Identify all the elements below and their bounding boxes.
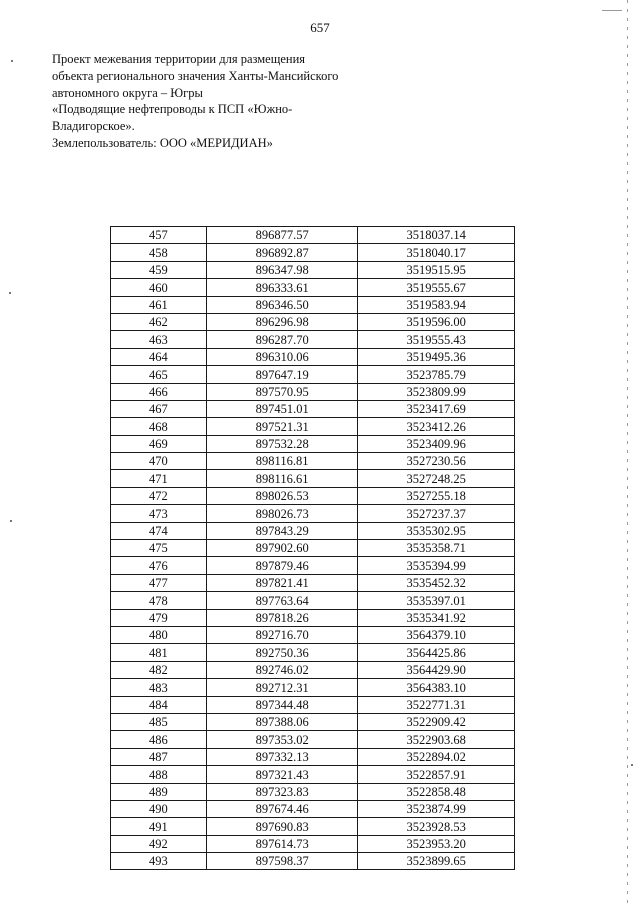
x-coordinate-cell: 897353.02 <box>206 731 358 748</box>
table-row <box>111 383 515 400</box>
y-coordinate-cell: 3564379.10 <box>358 626 515 643</box>
table-row <box>111 279 515 296</box>
point-number-cell: 486 <box>111 731 207 748</box>
x-coordinate-cell: 898026.73 <box>206 505 358 522</box>
x-coordinate-cell: 896877.57 <box>206 227 358 244</box>
y-coordinate-cell: 3523417.69 <box>358 400 515 417</box>
point-number-cell: 466 <box>111 383 207 400</box>
point-number-cell: 493 <box>111 853 207 870</box>
y-coordinate-cell: 3522909.42 <box>358 713 515 730</box>
x-coordinate-cell: 897879.46 <box>206 557 358 574</box>
y-coordinate-cell: 3519596.00 <box>358 313 515 330</box>
y-coordinate-cell: 3522903.68 <box>358 731 515 748</box>
table-row <box>111 748 515 765</box>
table-row <box>111 261 515 278</box>
scan-speck <box>11 60 13 62</box>
y-coordinate-cell: 3522858.48 <box>358 783 515 800</box>
table-row <box>111 644 515 661</box>
x-coordinate-cell: 897451.01 <box>206 400 358 417</box>
y-coordinate-cell: 3535358.71 <box>358 540 515 557</box>
x-coordinate-cell: 897344.48 <box>206 696 358 713</box>
table-row <box>111 470 515 487</box>
x-coordinate-cell: 896310.06 <box>206 348 358 365</box>
y-coordinate-cell: 3519495.36 <box>358 348 515 365</box>
scan-edge-line <box>627 0 628 905</box>
table-row <box>111 609 515 626</box>
x-coordinate-cell: 897843.29 <box>206 522 358 539</box>
point-number-cell: 469 <box>111 435 207 452</box>
header-line-pipeline-end: Владигорское». <box>52 119 135 134</box>
point-number-cell: 490 <box>111 800 207 817</box>
table-row <box>111 505 515 522</box>
point-number-cell: 470 <box>111 453 207 470</box>
table-row <box>111 818 515 835</box>
y-coordinate-cell: 3519555.43 <box>358 331 515 348</box>
point-number-cell: 467 <box>111 400 207 417</box>
point-number-cell: 485 <box>111 713 207 730</box>
table-row <box>111 592 515 609</box>
y-coordinate-cell: 3523785.79 <box>358 366 515 383</box>
point-number-cell: 476 <box>111 557 207 574</box>
point-number-cell: 492 <box>111 835 207 852</box>
x-coordinate-cell: 897821.41 <box>206 574 358 591</box>
page-number: 657 <box>310 20 330 35</box>
y-coordinate-cell: 3522771.31 <box>358 696 515 713</box>
point-number-cell: 463 <box>111 331 207 348</box>
scan-speck <box>10 520 12 522</box>
point-number-cell: 468 <box>111 418 207 435</box>
header-line-pipeline: «Подводящие нефтепроводы к ПСП «Южно- <box>52 102 293 117</box>
x-coordinate-cell: 896346.50 <box>206 296 358 313</box>
table-row <box>111 331 515 348</box>
point-number-cell: 475 <box>111 540 207 557</box>
table-row <box>111 731 515 748</box>
x-coordinate-cell: 897521.31 <box>206 418 358 435</box>
document-header <box>52 51 352 152</box>
x-coordinate-cell: 896333.61 <box>206 279 358 296</box>
scan-speck <box>9 292 11 294</box>
x-coordinate-cell: 896287.70 <box>206 331 358 348</box>
table-row <box>111 783 515 800</box>
x-coordinate-cell: 897690.83 <box>206 818 358 835</box>
header-line-land-user: Землепользователь: ООО «МЕРИДИАН» <box>52 135 273 150</box>
table-row <box>111 227 515 244</box>
y-coordinate-cell: 3523928.53 <box>358 818 515 835</box>
x-coordinate-cell: 898116.81 <box>206 453 358 470</box>
y-coordinate-cell: 3564429.90 <box>358 661 515 678</box>
y-coordinate-cell: 3519583.94 <box>358 296 515 313</box>
point-number-cell: 465 <box>111 366 207 383</box>
point-number-cell: 483 <box>111 679 207 696</box>
table-row <box>111 661 515 678</box>
point-number-cell: 458 <box>111 244 207 261</box>
table-row <box>111 557 515 574</box>
scan-edge-mark <box>602 10 622 11</box>
y-coordinate-cell: 3523953.20 <box>358 835 515 852</box>
y-coordinate-cell: 3523874.99 <box>358 800 515 817</box>
point-number-cell: 471 <box>111 470 207 487</box>
y-coordinate-cell: 3522857.91 <box>358 766 515 783</box>
table-row <box>111 626 515 643</box>
y-coordinate-cell: 3518040.17 <box>358 244 515 261</box>
y-coordinate-cell: 3535341.92 <box>358 609 515 626</box>
table-row <box>111 366 515 383</box>
point-number-cell: 491 <box>111 818 207 835</box>
point-number-cell: 488 <box>111 766 207 783</box>
y-coordinate-cell: 3523809.99 <box>358 383 515 400</box>
x-coordinate-cell: 896296.98 <box>206 313 358 330</box>
table-row <box>111 800 515 817</box>
y-coordinate-cell: 3527255.18 <box>358 487 515 504</box>
point-number-cell: 462 <box>111 313 207 330</box>
header-line-region: автономного округа – Югры <box>52 85 203 100</box>
table-row <box>111 766 515 783</box>
y-coordinate-cell: 3518037.14 <box>358 227 515 244</box>
y-coordinate-cell: 3519555.67 <box>358 279 515 296</box>
scan-speck <box>631 764 633 766</box>
y-coordinate-cell: 3522894.02 <box>358 748 515 765</box>
point-number-cell: 489 <box>111 783 207 800</box>
table-row <box>111 574 515 591</box>
point-number-cell: 478 <box>111 592 207 609</box>
point-number-cell: 460 <box>111 279 207 296</box>
table-row <box>111 522 515 539</box>
x-coordinate-cell: 898026.53 <box>206 487 358 504</box>
x-coordinate-cell: 897647.19 <box>206 366 358 383</box>
point-number-cell: 482 <box>111 661 207 678</box>
point-number-cell: 464 <box>111 348 207 365</box>
table-row <box>111 835 515 852</box>
table-row <box>111 679 515 696</box>
x-coordinate-cell: 892746.02 <box>206 661 358 678</box>
point-number-cell: 479 <box>111 609 207 626</box>
point-number-cell: 487 <box>111 748 207 765</box>
x-coordinate-cell: 897323.83 <box>206 783 358 800</box>
table-row <box>111 296 515 313</box>
y-coordinate-cell: 3535452.32 <box>358 574 515 591</box>
y-coordinate-cell: 3535394.99 <box>358 557 515 574</box>
header-line-object: объекта регионального значения Ханты-Мансийского <box>52 68 339 83</box>
x-coordinate-cell: 897763.64 <box>206 592 358 609</box>
coordinates-table-body <box>111 227 515 870</box>
table-row <box>111 853 515 870</box>
x-coordinate-cell: 897532.28 <box>206 435 358 452</box>
table-row <box>111 418 515 435</box>
table-row <box>111 348 515 365</box>
y-coordinate-cell: 3527230.56 <box>358 453 515 470</box>
point-number-cell: 457 <box>111 227 207 244</box>
table-row <box>111 244 515 261</box>
point-number-cell: 480 <box>111 626 207 643</box>
x-coordinate-cell: 897570.95 <box>206 383 358 400</box>
point-number-cell: 481 <box>111 644 207 661</box>
x-coordinate-cell: 897321.43 <box>206 766 358 783</box>
table-row <box>111 696 515 713</box>
x-coordinate-cell: 897674.46 <box>206 800 358 817</box>
x-coordinate-cell: 892750.36 <box>206 644 358 661</box>
point-number-cell: 472 <box>111 487 207 504</box>
x-coordinate-cell: 892716.70 <box>206 626 358 643</box>
y-coordinate-cell: 3519515.95 <box>358 261 515 278</box>
x-coordinate-cell: 896347.98 <box>206 261 358 278</box>
y-coordinate-cell: 3564425.86 <box>358 644 515 661</box>
y-coordinate-cell: 3535397.01 <box>358 592 515 609</box>
x-coordinate-cell: 896892.87 <box>206 244 358 261</box>
x-coordinate-cell: 898116.61 <box>206 470 358 487</box>
table-row <box>111 453 515 470</box>
y-coordinate-cell: 3527248.25 <box>358 470 515 487</box>
y-coordinate-cell: 3523409.96 <box>358 435 515 452</box>
table-row <box>111 400 515 417</box>
x-coordinate-cell: 897598.37 <box>206 853 358 870</box>
table-row <box>111 487 515 504</box>
table-row <box>111 313 515 330</box>
x-coordinate-cell: 892712.31 <box>206 679 358 696</box>
x-coordinate-cell: 897614.73 <box>206 835 358 852</box>
x-coordinate-cell: 897902.60 <box>206 540 358 557</box>
y-coordinate-cell: 3523412.26 <box>358 418 515 435</box>
point-number-cell: 459 <box>111 261 207 278</box>
y-coordinate-cell: 3527237.37 <box>358 505 515 522</box>
y-coordinate-cell: 3564383.10 <box>358 679 515 696</box>
point-number-cell: 473 <box>111 505 207 522</box>
table-row <box>111 435 515 452</box>
y-coordinate-cell: 3523899.65 <box>358 853 515 870</box>
x-coordinate-cell: 897332.13 <box>206 748 358 765</box>
point-number-cell: 484 <box>111 696 207 713</box>
table-row <box>111 713 515 730</box>
y-coordinate-cell: 3535302.95 <box>358 522 515 539</box>
x-coordinate-cell: 897388.06 <box>206 713 358 730</box>
header-line-project: Проект межевания территории для размещения <box>52 52 306 66</box>
point-number-cell: 461 <box>111 296 207 313</box>
x-coordinate-cell: 897818.26 <box>206 609 358 626</box>
coordinates-table <box>110 226 515 870</box>
table-row <box>111 540 515 557</box>
point-number-cell: 474 <box>111 522 207 539</box>
point-number-cell: 477 <box>111 574 207 591</box>
